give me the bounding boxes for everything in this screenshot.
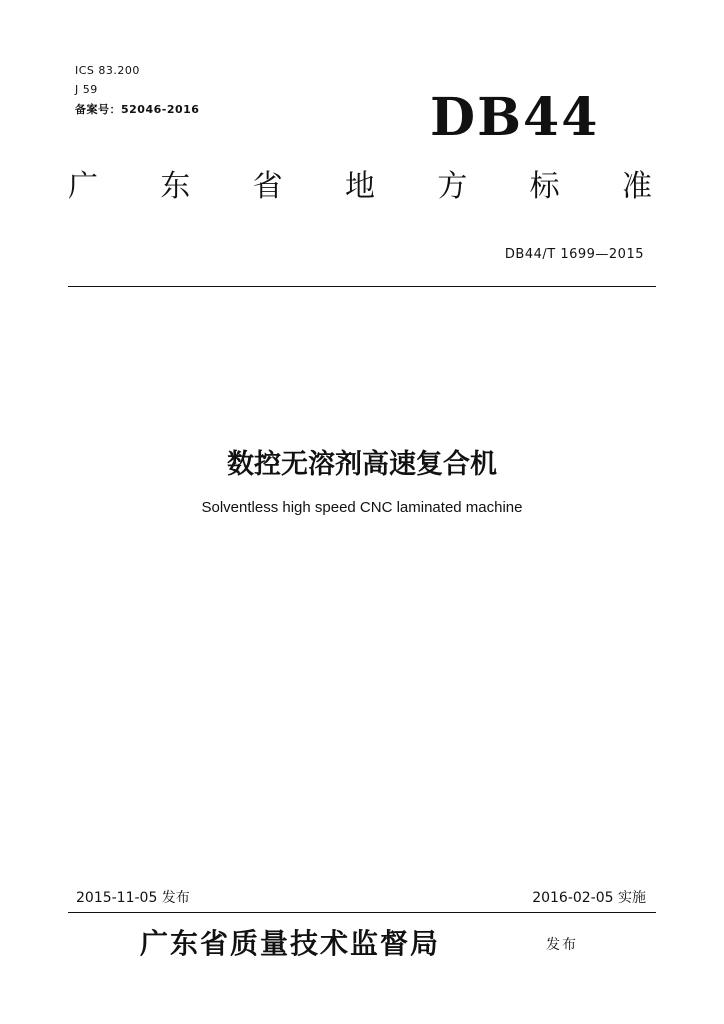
title-char: 准: [621, 169, 652, 204]
title-char: 东: [160, 169, 191, 204]
ics-code: ICS 83.200: [75, 64, 140, 77]
issuer-suffix: 发布: [546, 937, 578, 953]
issuing-authority: 广东省质量技术监督局: [140, 927, 441, 960]
title-char: 广: [68, 169, 98, 204]
filing-number: 备案号：52046-2016: [75, 103, 200, 116]
bottom-divider: [68, 912, 656, 913]
document-title-cn: 数控无溶剂高速复合机: [227, 449, 497, 480]
classification-code: J 59: [75, 83, 98, 96]
issue-date: 2015-11-05 发布: [76, 890, 190, 906]
title-char: 省: [252, 169, 283, 204]
title-char: 地: [344, 169, 375, 204]
implementation-date: 2016-02-05 实施: [532, 890, 646, 906]
top-divider: [68, 286, 656, 287]
standard-number: DB44/T 1699—2015: [504, 247, 644, 262]
title-char: 标: [529, 169, 560, 204]
standard-type-title: [68, 169, 652, 204]
standard-code-logo: DB44: [430, 87, 600, 148]
title-char: 方: [437, 169, 468, 204]
document-title-en: Solventless high speed CNC laminated machine: [201, 499, 523, 516]
